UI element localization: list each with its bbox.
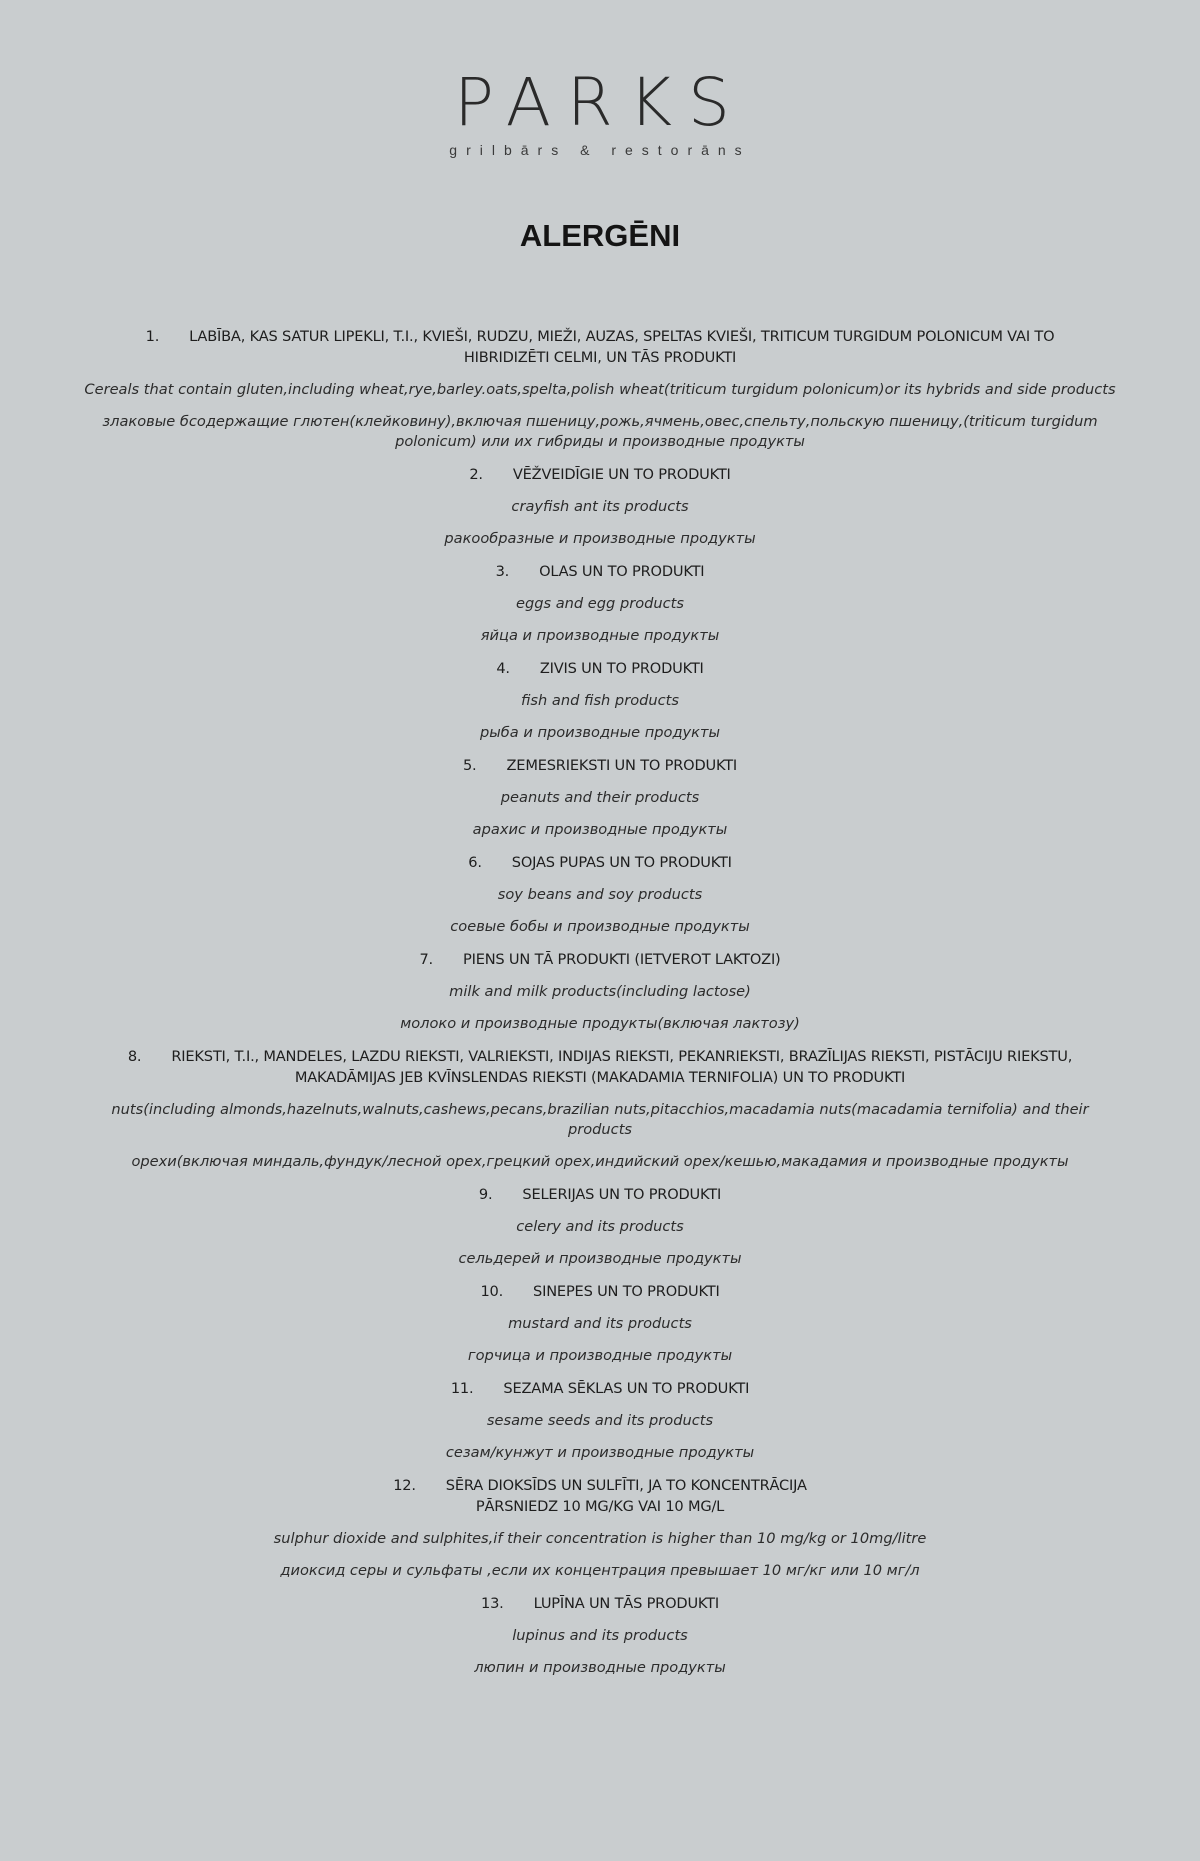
allergen-item [0, 1593, 1200, 1678]
allergen-name-en: lupinus and its products [512, 1627, 688, 1644]
allergen-name-lv: SELERIJAS UN TO PRODUKTI [522, 1186, 722, 1203]
allergen-name-lv: ZEMESRIEKSTI UN TO PRODUKTI [506, 757, 738, 774]
allergen-heading [0, 561, 1200, 582]
allergen-number: 11. [450, 1380, 474, 1397]
allergen-name-en: crayfish ant its products [511, 498, 689, 515]
allergen-item [0, 1281, 1200, 1366]
allergen-heading [110, 326, 1090, 368]
allergen-name-ru: рыба и производные продукты [479, 724, 721, 741]
allergen-number: 13. [481, 1595, 504, 1612]
allergen-name-en: sesame seeds and its products [486, 1412, 714, 1429]
allergen-heading [0, 1378, 1200, 1399]
allergen-heading [0, 464, 1200, 485]
allergen-item [0, 1378, 1200, 1463]
allergen-heading [0, 1593, 1200, 1614]
allergen-number: 5. [462, 757, 477, 774]
allergen-item [0, 755, 1200, 840]
allergen-name-ru: арахис и производные продукты [472, 821, 728, 838]
allergen-name-ru: соевые бобы и производные продукты [450, 918, 750, 935]
allergen-name-lv: SEZAMA SĒKLAS UN TO PRODUKTI [503, 1380, 750, 1397]
logo-wordmark: PARKS [454, 64, 746, 141]
allergen-number: 3. [495, 563, 510, 580]
allergen-name-ru: орехи(включая миндаль,фундук/лесной орех,грецкий орех,индийский орех/кешью,макадамия и производные продукты [131, 1153, 1069, 1170]
allergen-name-en: Cereals that contain gluten,including wheat,rye,barley.oats,spelta,polish wheat(triticum turgidum polonicum)or its hybrids and side products [84, 381, 1116, 398]
allergen-name-ru: ракообразные и производные продукты [444, 530, 756, 547]
allergen-name-lv: VĒŽVEIDĪGIE UN TO PRODUKTI [512, 466, 731, 483]
allergen-number: 12. [393, 1477, 416, 1494]
allergen-name-ru: сезам/кунжут и производные продукты [445, 1444, 755, 1461]
allergen-name-en: mustard and its products [508, 1315, 692, 1332]
allergen-item [0, 464, 1200, 549]
allergen-name-en: eggs and egg products [515, 595, 685, 612]
allergen-list [0, 326, 1200, 1678]
page-title: ALERGĒNI [519, 218, 681, 253]
parks-logo [0, 64, 1200, 158]
logo-tagline: grilbārs & restorāns [449, 142, 751, 158]
allergen-name-lv: RIEKSTI, T.I., MANDELES, LAZDU RIEKSTI, VALRIEKSTI, INDIJAS RIEKSTI, PEKANRIEKSTI, BRAZĪLIJAS RIEKSTI, PISTĀCIJU RIEKSTU, MAKADĀMIJAS JEB KVĪNSLENDAS RIEKSTI (MAKADAMIA TERNIFOLIA) UN TO PRODUKTI [171, 1048, 1073, 1086]
allergen-number: 1. [145, 328, 160, 345]
allergen-name-lv: ZIVIS UN TO PRODUKTI [539, 660, 704, 677]
allergen-item [0, 1046, 1200, 1172]
allergen-name-ru: сельдерей и производные продукты [458, 1250, 742, 1267]
allergen-name-lv: LABĪBA, KAS SATUR LIPEKLI, T.I., KVIEŠI, RUDZU, MIEŽI, AUZAS, SPELTAS KVIEŠI, TRITICUM TURGIDUM POLONICUM VAI TO HIBRIDIZĒTI CELMI, UN TĀS PRODUKTI [189, 328, 1055, 366]
allergen-heading [0, 1281, 1200, 1302]
allergen-number: 2. [469, 466, 483, 483]
allergen-name-ru: яйца и производные продукты [480, 627, 720, 644]
allergen-item [0, 326, 1200, 452]
allergen-number: 6. [468, 854, 482, 871]
allergen-item [0, 949, 1200, 1034]
allergen-number: 10. [480, 1283, 504, 1300]
allergen-item [0, 1475, 1200, 1581]
allergen-name-en: celery and its products [516, 1218, 684, 1235]
allergen-name-ru: люпин и производные продукты [474, 1659, 726, 1676]
allergen-name-ru: горчица и производные продукты [467, 1347, 733, 1364]
allergen-item [0, 561, 1200, 646]
allergen-heading [0, 755, 1200, 776]
allergen-item [0, 852, 1200, 937]
allergen-heading [0, 1184, 1200, 1205]
allergen-name-lv: PIENS UN TĀ PRODUKTI (IETVEROT LAKTOZI) [462, 951, 781, 968]
allergen-name-en: soy beans and soy products [497, 886, 703, 903]
allergen-heading [110, 1046, 1090, 1088]
allergen-name-lv: SĒRA DIOKSĪDS UN SULFĪTI, JA TO KONCENTRĀCIJA PĀRSNIEDZ 10 MG/KG VAI 10 MG/L [445, 1477, 807, 1515]
allergen-number: 9. [478, 1186, 493, 1203]
allergen-number: 4. [496, 660, 510, 677]
allergen-name-ru: молоко и производные продукты(включая лактозу) [400, 1015, 800, 1032]
allergen-heading [0, 658, 1200, 679]
allergen-name-lv: LUPĪNA UN TĀS PRODUKTI [533, 1595, 719, 1612]
allergen-number: 8. [127, 1048, 142, 1065]
allergen-heading [0, 852, 1200, 873]
allergen-name-ru: злаковые бсодержащие глютен(клейковину),включая пшеницу,рожь,ячмень,овес,спельту,польскую пшеницу,(triticum turgidum polonicum) или их гибриды и производные продукты [102, 413, 1098, 450]
allergen-heading [390, 1475, 810, 1517]
allergen-heading [0, 949, 1200, 970]
allergen-name-ru: диоксид серы и сульфаты ,если их концентрация превышает 10 мг/кг или 10 мг/л [280, 1562, 920, 1579]
allergen-item [0, 658, 1200, 743]
allergen-name-lv: OLAS UN TO PRODUKTI [539, 563, 705, 580]
allergen-name-en: milk and milk products(including lactose) [449, 983, 751, 1000]
allergen-item [0, 1184, 1200, 1269]
allergen-name-en: sulphur dioxide and sulphites,if their concentration is higher than 10 mg/kg or 10mg/litre [273, 1530, 927, 1547]
allergen-name-en: fish and fish products [521, 692, 679, 709]
allergen-name-en: peanuts and their products [500, 789, 700, 806]
allergen-name-lv: SOJAS PUPAS UN TO PRODUKTI [511, 854, 732, 871]
allergen-name-en: nuts(including almonds,hazelnuts,walnuts,cashews,pecans,brazilian nuts,pitacchios,macadamia nuts(macadamia ternifolia) and their products [111, 1101, 1089, 1138]
allergen-name-lv: SINEPES UN TO PRODUKTI [533, 1283, 720, 1300]
allergen-number: 7. [419, 951, 433, 968]
